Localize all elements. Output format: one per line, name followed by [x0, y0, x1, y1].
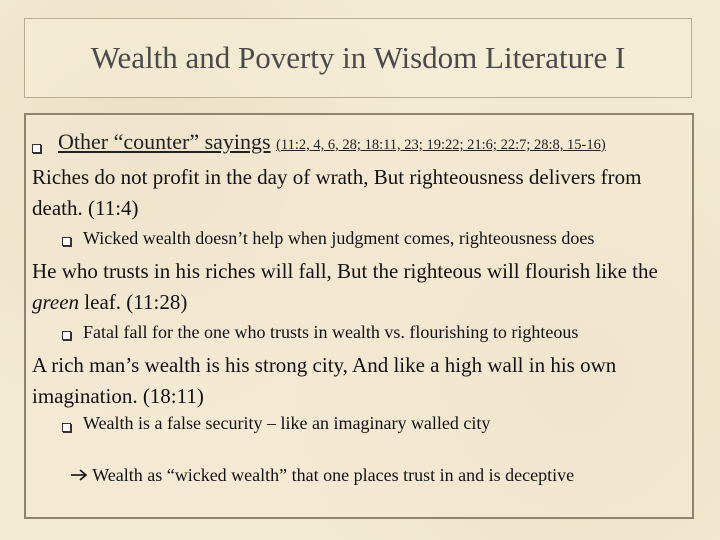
content-box: [24, 113, 694, 519]
heading-label: Other “counter” sayings: [58, 129, 271, 154]
verse-2-after: leaf. (11:28): [79, 290, 188, 314]
heading-refs: (11:2, 4, 6, 28; 18:11, 23; 19:22; 21:6; 22:7; 28:8, 15-16): [276, 137, 606, 153]
arrow-right-icon: [70, 468, 88, 482]
square-bullet-icon: [62, 423, 71, 432]
square-bullet-icon: [32, 144, 41, 153]
note-3: Wealth is a false security – like an imaginary walled city: [83, 413, 491, 433]
conclusion-text: Wealth as “wicked wealth” that one places trust in and is deceptive: [92, 465, 575, 485]
square-bullet-icon: [62, 237, 71, 246]
title-box: [24, 18, 692, 98]
note-1: Wicked wealth doesn’t help when judgment comes, righteousness does: [83, 228, 595, 248]
verse-2-before: He who trusts in his riches will fall, But the righteous will flourish like the: [32, 259, 658, 283]
conclusion-line: [70, 465, 692, 486]
square-bullet-icon: [62, 331, 71, 340]
verse-3: A rich man’s wealth is his strong city, And like a high wall in his own imagination. (18:11): [32, 353, 617, 408]
verse-1: Riches do not profit in the day of wrath, But righteousness delivers from death. (11:4): [32, 165, 642, 220]
verse-2-emphasis: green: [32, 290, 80, 314]
slide-title: Wealth and Poverty in Wisdom Literature I: [90, 40, 626, 75]
heading-line: [58, 129, 692, 155]
verse-2: [32, 256, 682, 318]
note-2: Fatal fall for the one who trusts in wealth vs. flourishing to righteous: [83, 322, 579, 342]
